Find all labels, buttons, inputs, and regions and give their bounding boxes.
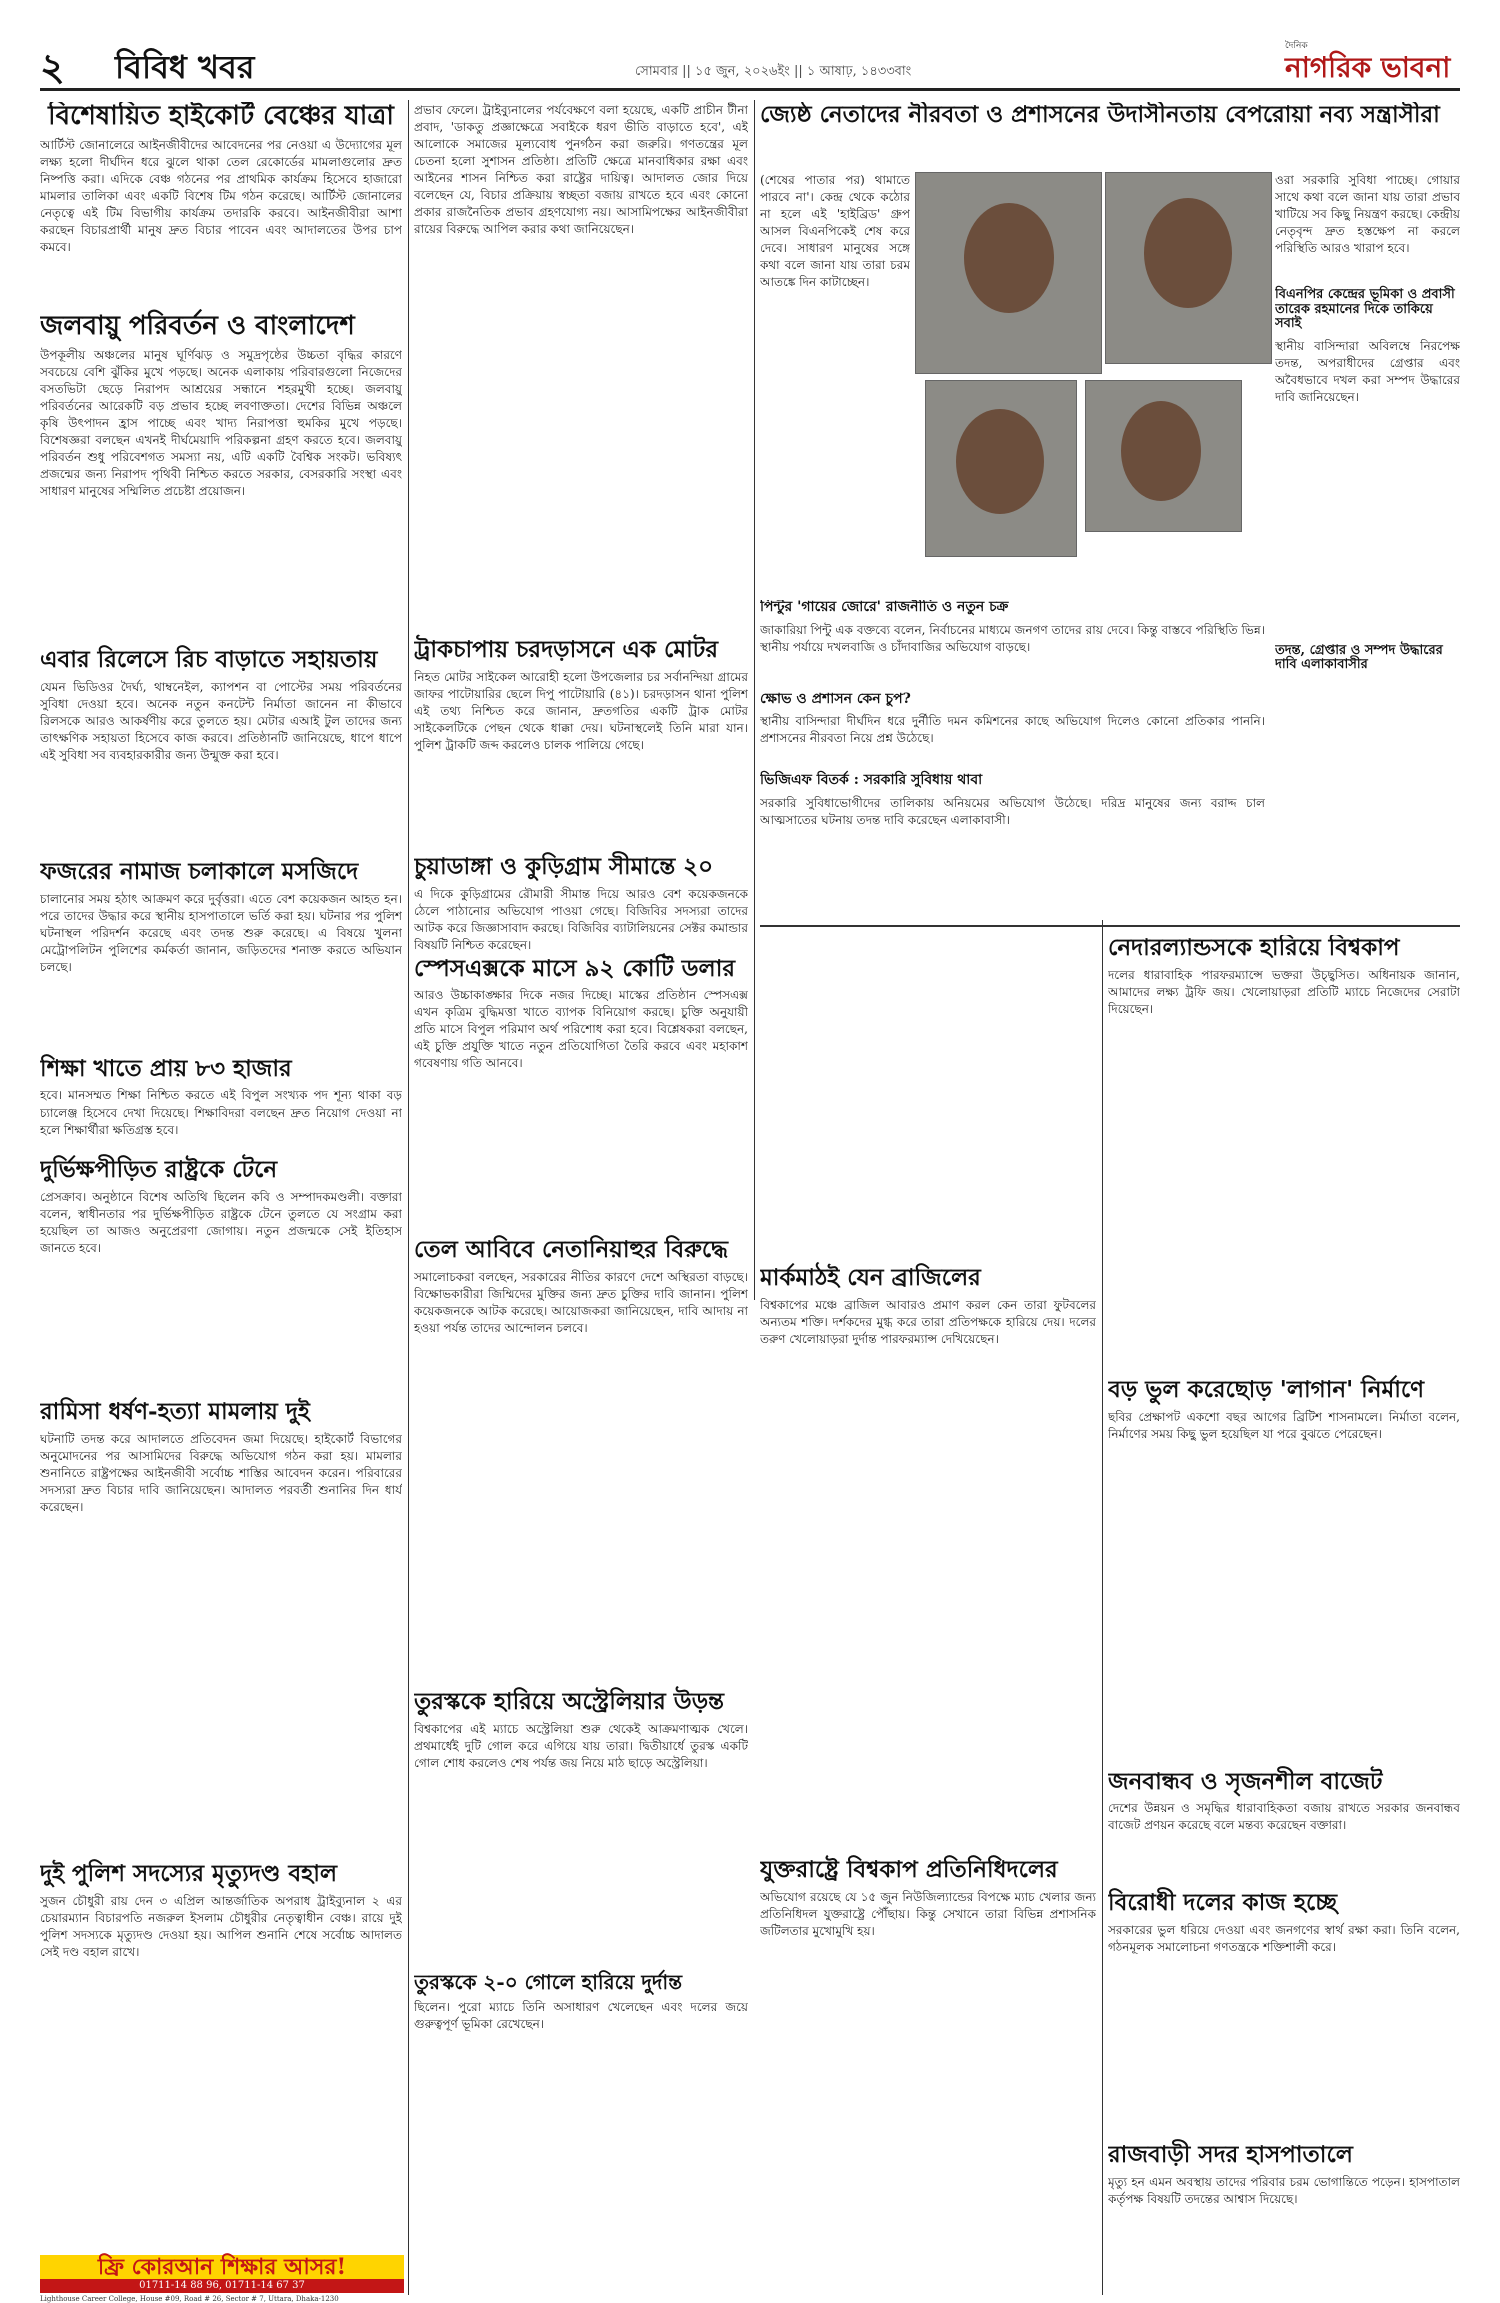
article-body: (শেষের পাতার পর) থামাতে পারবে না'। কেন্দ্র থেকে কঠোর না হলে এই 'হাইব্রিড' গ্রুপ আসল বিএনপিকেই শেষ করে দেবে। সাধারণ মানুষের সঙ্গে কথা বলে জানা যায় তারা চরম আতঙ্কে দিন কাটাচ্ছেন।	[760, 173, 910, 290]
portrait-photo	[1085, 380, 1242, 532]
headline: দুই পুলিশ সদস্যের মৃত্যুদণ্ড বহাল	[40, 1859, 338, 1887]
lead-body	[760, 600, 1265, 920]
article-body: মৃত্যু হন এমন অবস্থায় তাদের পরিবার চরম ভোগান্তিতে পড়েন। হাসপাতাল কর্তৃপক্ষ বিষয়টি তদন্তের আশ্বাস দিয়েছে।	[1108, 2174, 1460, 2206]
headline: রামিসা ধর্ষণ-হত্যা মামলায় দুই	[40, 1398, 310, 1426]
subheading: তদন্ত, গ্রেপ্তার ও সম্পদ উদ্ধারের দাবি এলাকাবাসীর	[1275, 642, 1443, 673]
headline: দুর্ভিক্ষপীড়িত রাষ্ট্রকে টেনে	[40, 1156, 278, 1184]
article-body: দেশের উন্নয়ন ও সমৃদ্ধির ধারাবাহিকতা বজায় রাখতে সরকার জনবান্ধব বাজেট প্রণয়ন করেছে বলে মন্তব্য করেছেন বক্তারা।	[1108, 1801, 1460, 1833]
article-body: আরও উচ্চাকাঙ্ক্ষার দিকে নজর দিচ্ছে। মাস্কের প্রতিষ্ঠান স্পেসএক্স এখন কৃত্রিম বুদ্ধিমত্তা খাতে ব্যাপক বিনিয়োগ করছে। চুক্তি অনুযায়ী প্রতি মাসে বিপুল পরিমাণ অর্থ পরিশোধ করা হবে। বিশ্লেষকরা বলছেন, এই চুক্তি প্রযুক্তি খাতে নতুন প্রতিযোগিতা তৈরি করবে এবং মহাকাশ গবেষণায় গতি আনবে।	[414, 988, 748, 1071]
column-2	[414, 102, 748, 2292]
article-body: চালানোর সময় হঠাৎ আক্রমণ করে দুর্বৃত্তরা। এতে বেশ কয়েকজন আহত হন। পরে তাদের উদ্ধার করে স্থানীয় হাসপাতালে ভর্তি করা হয়। ঘটনার পর পুলিশ ঘটনাস্থল পরিদর্শন করেছে এবং তদন্ত শুরু করেছে। এ বিষয়ে খুলনা মেট্রোপলিটন পুলিশের কর্মকর্তা জানান, জড়িতদের শনাক্ত করতে অভিযান চলছে।	[40, 891, 402, 974]
issue-date: সোমবার || ১৫ জুন, ২০২৬ইং || ১ আষাঢ়, ১৪৩৩বাং	[635, 64, 912, 79]
article-body: সমালোচকরা বলছেন, সরকারের নীতির কারণে দেশে অস্থিরতা বাড়ছে। বিক্ষোভকারীরা জিম্মিদের মুক্তির জন্য দ্রুত চুক্তির দাবি জানান। পুলিশ কয়েকজনকে আটক করেছে। আয়োজকরা জানিয়েছেন, দাবি আদায় না হওয়া পর্যন্ত তাদের আন্দোলন চলবে।	[414, 1270, 748, 1336]
article-body: প্রভাব ফেলে। ট্রাইব্যুনালের পর্যবেক্ষণে বলা হয়েছে, একটি প্রাচীন টীনা প্রবাদ, 'ডাকতু প্রজ্ঞাক্ষেত্রে সবাইকে ধরণ ভীতি বাড়াতে হবে', এই আলোকে সমাজের মূল্যবোধ পুনর্গঠন করা জরুরি। গণতন্ত্রের মূল চেতনা হলো সুশাসন প্রতিষ্ঠা। প্রতিটি ক্ষেত্রে মানবাধিকার রক্ষা এবং আইনের শাসন নিশ্চিত করা রাষ্ট্রের দায়িত্ব। আদালত জোর দিয়ে বলেছেন যে, বিচার প্রক্রিয়ায় স্বচ্ছতা বজায় রাখতে হবে এবং কোনো প্রকার রাজনৈতিক প্রভাব গ্রহণযোগ্য নয়। আসামিপক্ষের আইনজীবীরা রায়ের বিরুদ্ধে আপিল করার কথা জানিয়েছেন।	[414, 103, 748, 237]
article-body: প্রেসক্রাব। অনুষ্ঠানে বিশেষ অতিথি ছিলেন কবি ও সম্পাদকমণ্ডলী। বক্তারা বলেন, স্বাধীনতার পর দুর্ভিক্ষপীড়িত রাষ্ট্রকে টেনে তুলতে যে সংগ্রাম করা হয়েছিল তা আজও অনুপ্রেরণা জোগায়। নতুন প্রজন্মকে সেই ইতিহাস জানতে হবে।	[40, 1190, 402, 1256]
column-4	[1108, 935, 1460, 2290]
advertisement	[40, 2255, 404, 2293]
lead-headline-box	[760, 102, 1460, 162]
article-body: ছিলেন। পুরো ম্যাচে তিনি অসাধারণ খেলেছেন এবং দলের জয়ে গুরুত্বপূর্ণ ভূমিকা রেখেছেন।	[414, 2000, 748, 2032]
page-number: ২	[40, 44, 65, 89]
article-body: স্থানীয় বাসিন্দারা দীর্ঘদিন ধরে দুর্নীতি দমন কমিশনের কাছে অভিযোগ দিলেও কোনো প্রতিকার পাননি। প্রশাসনের নীরবতা নিয়ে প্রশ্ন উঠেছে।	[760, 714, 1265, 746]
article-body: হবে। মানসম্মত শিক্ষা নিশ্চিত করতে এই বিপুল সংখ্যক পদ শূন্য থাকা বড় চ্যালেঞ্জ হিসেবে দেখা দিয়েছে। শিক্ষাবিদরা বলছেন দ্রুত নিয়োগ দেওয়া না হলে শিক্ষার্থীরা ক্ষতিগ্রস্ত হবে।	[40, 1088, 402, 1137]
column-3	[760, 935, 1096, 2290]
article-body: উপকূলীয় অঞ্চলের মানুষ ঘূর্ণিঝড় ও সমুদ্রপৃষ্ঠের উচ্চতা বৃদ্ধির কারণে সবচেয়ে বেশি ঝুঁকির মুখে পড়ছে। অনেক এলাকায় পরিবারগুলো নিজেদের বসতভিটা ছেড়ে নিরাপদ আশ্রয়ের সন্ধানে শহরমুখী হচ্ছে। জলবায়ু পরিবর্তনের আরেকটি বড় প্রভাব হচ্ছে লবণাক্ততা। দেশের বিভিন্ন অঞ্চলে কৃষি উৎপাদন হ্রাস পাচ্ছে এবং খাদ্য নিরাপত্তা হুমকির মুখে পড়ছে। বিশেষজ্ঞরা বলছেন এখনই দীর্ঘমেয়াদি পরিকল্পনা গ্রহণ করতে হবে। জলবায়ু পরিবর্তন শুধু পরিবেশগত সমস্যা নয়, এটি একটি বৈশ্বিক সংকট। ভবিষ্যৎ প্রজন্মের জন্য নিরাপদ পৃথিবী নিশ্চিত করতে সরকার, বেসরকারি সংস্থা এবং সাধারণ মানুষের সম্মিলিত প্রচেষ্টা প্রয়োজন।	[40, 348, 402, 499]
article-body: ঘটনাটি তদন্ত করে আদালতে প্রতিবেদন জমা দিয়েছে। হাইকোর্ট বিভাগের অনুমোদনের পর আসামিদের বিরুদ্ধে অভিযোগ গঠন করা হয়। মামলার শুনানিতে রাষ্ট্রপক্ষের আইনজীবী সর্বোচ্চ শাস্তির আবেদন করেন। পরিবারের সদস্যরা দ্রুত বিচার দাবি জানিয়েছেন। আদালত পরবর্তী শুনানির দিন ধার্য করেছেন।	[40, 1431, 402, 1515]
headline: যুক্তরাষ্ট্রে বিশ্বকাপ প্রতিনিধিদলের	[760, 1855, 1058, 1883]
ad-title: ফ্রি কোরআন শিক্ষার আসর!	[40, 2255, 404, 2279]
article-body: আর্টিস্ট জোনালেরে আইনজীবীদের আবেদনের পর নেওয়া এ উদ্যোগের মূল লক্ষ্য হলো দীর্ঘদিন ধরে ঝুলে থাকা তেল রেকোর্ডের মামলাগুলোর দ্রুত নিষ্পত্তি করা। এদিকে বেঞ্চ গঠনের পর প্রাথমিক কার্যক্রম হিসেবে হাজারো মামলার তালিকা এবং একটি বিশেষ টিম গঠন করেছে। আর্টিস্ট জোনালের নেতৃত্বে এই টিম বিভাগীয় কার্যক্রম তদারকি করবে। আইনজীবীরা আশা করছেন বিচারপ্রার্থী মানুষ দ্রুত বিচার পাবেন এবং আদালতের উপর চাপ কমবে।	[40, 138, 402, 255]
column-divider	[1102, 920, 1103, 2295]
column-divider	[408, 100, 409, 2295]
headline: তুরস্ককে ২-০ গোলে হারিয়ে দুর্দান্ত	[414, 1969, 683, 1994]
article-body: স্থানীয় বাসিন্দারা অবিলম্বে নিরপেক্ষ তদন্ত, অপরাধীদের গ্রেপ্তার এবং অবৈধভাবে দখল করা সম্পদ উদ্ধারের দাবি জানিয়েছেন।	[1275, 338, 1460, 404]
portrait-photo	[915, 172, 1102, 374]
article-body: সুজন চৌধুরী রায় দেন ৩ এপ্রিল আন্তর্জাতিক অপরাধ ট্রাইব্যুনাল ২ এর চেয়ারম্যান বিচারপতি নজরুল ইসলাম চৌধুরীর নেতৃত্বাধীন বেঞ্চ। রায়ে দুই পুলিশ সদস্যকে মৃত্যুদণ্ড দেওয়া হয়। আপিল শুনানি শেষে সর্বোচ্চ আদালত সেই দণ্ড বহাল রাখে।	[40, 1893, 402, 1959]
subheading: বিএনপির কেন্দ্রের ভূমিকা ও প্রবাসী তারেক রহমানের দিকে তাকিয়ে সবাই	[1275, 287, 1455, 332]
headline: চুয়াডাঙ্গা ও কুড়িগ্রাম সীমান্তে ২০	[414, 852, 714, 880]
headline: নেদারল্যান্ডসকে হারিয়ে বিশ্বকাপ	[1108, 935, 1400, 961]
lead-intro	[760, 172, 910, 592]
newspaper-logo	[1285, 38, 1465, 84]
article-body: অভিযোগ রয়েছে যে ১৫ জুন নিউজিল্যান্ডের বিপক্ষে ম্যাচ খেলার জন্য প্রতিনিধিদল যুক্তরাষ্ট্রে পৌঁছায়। কিন্তু সেখানে তারা বিভিন্ন প্রশাসনিক জটিলতার মুখোমুখি হয়।	[760, 1889, 1096, 1938]
article-body: এ দিকে কুড়িগ্রামের রৌমারী সীমান্ত দিয়ে আরও বেশ কয়েকজনকে ঠেলে পাঠানোর অভিযোগ পাওয়া গেছে। বিজিবির সদস্যরা তাদের আটক করে জিজ্ঞাসাবাদ করছে। বিজিবির ব্যাটালিয়নের সেক্টর কমান্ডার বিষয়টি নিশ্চিত করেছেন।	[414, 886, 748, 952]
column-1	[40, 102, 402, 2252]
masthead	[40, 41, 1460, 91]
headline: জনবান্ধব ও সৃজনশীল বাজেট	[1108, 1767, 1383, 1795]
headline: তুরস্ককে হারিয়ে অস্ট্রেলিয়ার উড়ন্ত	[414, 1688, 724, 1715]
lead-headline: জ্যেষ্ঠ নেতাদের নীরবতা ও প্রশাসনের উদাসীনতায় বেপরোয়া নব্য সন্ত্রাসীরা	[760, 102, 1440, 128]
headline: শিক্ষা খাতে প্রায় ৮৩ হাজার	[40, 1054, 292, 1082]
article-body: ছবির প্রেক্ষাপট একশো বছর আগের ব্রিটিশ শাসনামলে। নির্মাতা বলেন, নির্মাণের সময় কিছু ভুল হয়েছিল যা পরে বুঝতে পেরেছেন।	[1108, 1409, 1460, 1441]
section-title: বিবিধ খবর	[115, 48, 255, 86]
subheading: ক্ষোভ ও প্রশাসন কেন চুপ?	[760, 690, 911, 707]
article-body: নিহত মোটর সাইকেল আরোহী হলো উপজেলার চর সর্বানন্দিয়া গ্রামের জাফর পাটোয়ারির ছেলে দিপু পাটোয়ারি (৪১)। চরদড়াসন থানা পুলিশ এই তথ্য নিশ্চিত করে জানান, দ্রুতগতির একটি ট্রাক মোটর সাইকেলটিকে পেছন থেকে ধাক্কা দেয়। ঘটনাস্থলেই তিনি মারা যান। পুলিশ ট্রাকটি জব্দ করলেও চালক পালিয়ে গেছে।	[414, 669, 748, 752]
headline: এবার রিলেসে রিচ বাড়াতে সহায়তায়	[40, 646, 378, 674]
headline: রাজবাড়ী সদর হাসপাতালে	[1108, 2141, 1353, 2168]
section-divider	[760, 925, 1460, 927]
headline: ফজরের নামাজ চলাকালে মসজিদে	[40, 857, 359, 885]
ad-phone: 01711-14 88 96, 01711-14 67 37	[139, 2280, 305, 2291]
headline: বিরোধী দলের কাজ হচ্ছে	[1108, 1889, 1337, 1917]
subheading: পিন্টুর 'গায়ের জোরে' রাজনীতি ও নতুন চক্র	[760, 600, 1009, 615]
headline: বড় ভুল করেছোড় 'লাগান' নির্মাণে	[1108, 1375, 1425, 1403]
headline: তেল আবিবে নেতানিয়াহুর বিরুদ্ধে	[414, 1236, 728, 1264]
portrait-photo	[1105, 172, 1272, 364]
article-body: বিশ্বকাপের এই ম্যাচে অস্ট্রেলিয়া শুরু থেকেই আক্রমণাত্মক খেলে। প্রথমার্ধেই দুটি গোল করে এগিয়ে যায় তারা। দ্বিতীয়ার্ধে তুরস্ক একটি গোল শোধ করলেও শেষ পর্যন্ত জয় নিয়ে মাঠ ছাড়ে অস্ট্রেলিয়া।	[414, 1721, 748, 1770]
lead-sidebar	[1275, 172, 1460, 932]
headline: মাৰ্কমাঠই যেন ব্রাজিলের	[760, 1264, 981, 1291]
article-body: বিশ্বকাপের মঞ্চে ব্রাজিল আবারও প্রমাণ করল কেন তারা ফুটবলের অন্যতম শক্তি। দর্শকদের মুগ্ধ করে তারা প্রতিপক্ষকে হারিয়ে দেয়। দলের তরুণ খেলোয়াড়রা দুর্দান্ত পারফরম্যান্স দেখিয়েছেন।	[760, 1297, 1096, 1346]
logo-title: নাগরিক ভাবনা	[1285, 51, 1451, 84]
subheading: ভিজিএফ বিতর্ক : সরকারি সুবিধায় থাবা	[760, 772, 983, 789]
portrait-photo	[925, 380, 1077, 557]
article-body: যেমন ভিডিওর দৈর্ঘ্য, থাম্বনেইল, ক্যাপশন বা পোস্টের সময় পরিবর্তনের সুবিধা দেওয়া হবে। অনেক নতুন কনটেন্ট নির্মাতা জানেন না কীভাবে রিলসকে আরও আকর্ষণীয় করে তুলতে হয়। মেটার এআই টুল তাদের জন্য তাৎক্ষণিক সহায়তা হিসেবে কাজ করবে। প্রতিষ্ঠানটি জানিয়েছে, ধাপে ধাপে এই সুবিধা সব ব্যবহারকারীর জন্য উন্মুক্ত করা হবে।	[40, 679, 402, 763]
article-body: সরকারি সুবিধাভোগীদের তালিকায় অনিয়মের অভিযোগ উঠেছে। দরিদ্র মানুষের জন্য বরাদ্দ চাল আত্মসাতের ঘটনায় তদন্ত দাবি করেছেন এলাকাবাসী।	[760, 796, 1265, 828]
article-body: দলের ধারাবাহিক পারফরম্যান্সে ভক্তরা উচ্ছ্বসিত। অধিনায়ক জানান, আমাদের লক্ষ্য ট্রফি জয়। খেলোয়াড়রা প্রতিটি ম্যাচে নিজেদের সেরাটা দিয়েছেন।	[1108, 967, 1460, 1016]
article-body: জাকারিয়া পিন্টু এক বক্তব্যে বলেন, নির্বাচনের মাধ্যমে জনগণ তাদের রায় দেবে। কিন্তু বাস্তবে পরিস্থিতি ভিন্ন। স্থানীয় পর্যায়ে দখলবাজি ও চাঁদাবাজির অভিযোগ বাড়ছে।	[760, 622, 1265, 654]
headline: জলবায়ু পরিবর্তন ও বাংলাদেশ	[40, 311, 355, 342]
headline: স্পেসএক্সকে মাসে ৯২ কোটি ডলার	[414, 954, 736, 982]
article-body: ওরা সরকারি সুবিধা পাচ্ছে। গোয়ার সাথে কথা বলে জানা যায় তারা প্রভাব খাটিয়ে সব কিছু নিয়ন্ত্রণ করছে। কেন্দ্রীয় নেতৃবৃন্দ দ্রুত হস্তক্ষেপ না করলে পরিস্থিতি আরও খারাপ হবে।	[1275, 173, 1460, 256]
article-body: সরকারের ভুল ধরিয়ে দেওয়া এবং জনগণের স্বার্থ রক্ষা করা। তিনি বলেন, গঠনমূলক সমালোচনা গণতন্ত্রকে শক্তিশালী করে।	[1108, 1923, 1460, 1955]
logo-subtitle: দৈনিক	[1285, 41, 1308, 51]
headline: ট্রাকচাপায় চরদড়াসনে এক মোটর	[414, 636, 718, 663]
headline: বিশেষায়িত হাইকোর্ট বেঞ্চের যাত্রা	[48, 102, 394, 131]
column-divider	[754, 100, 755, 1300]
ad-footer: Lighthouse Career College, House #09, Road # 26, Sector # 7, Uttara, Dhaka-1230	[40, 2295, 339, 2303]
